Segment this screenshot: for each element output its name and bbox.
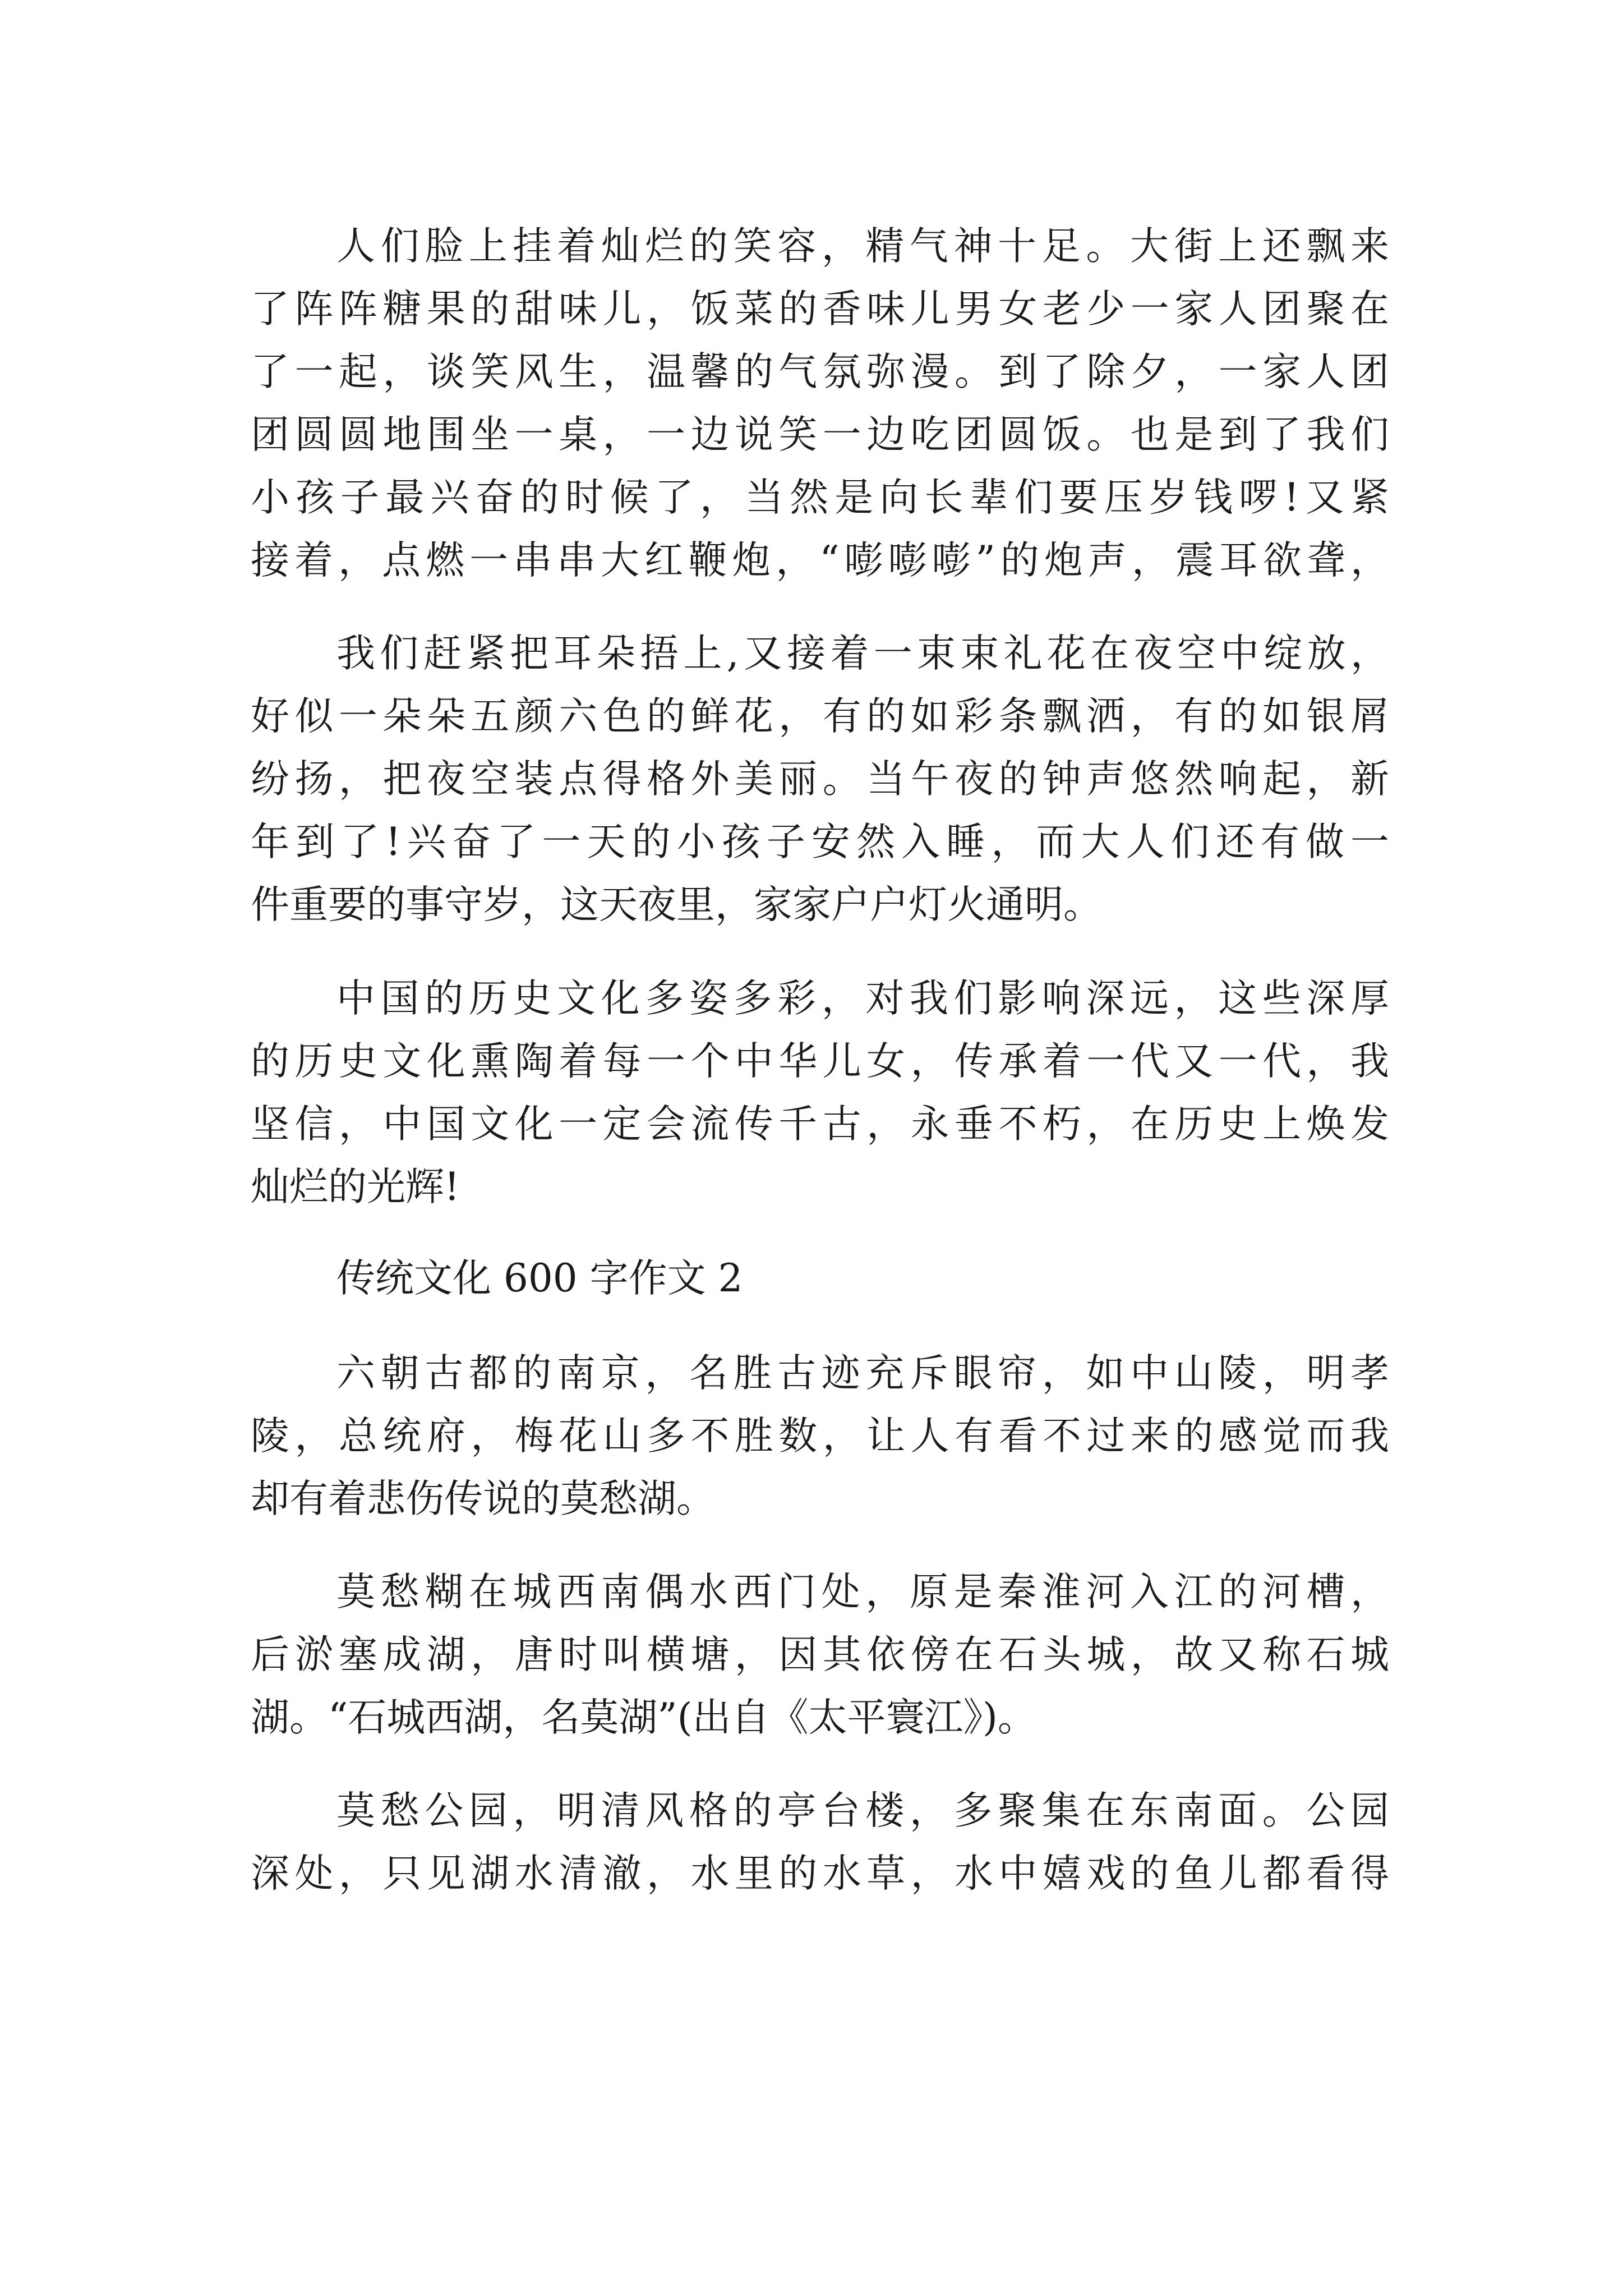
text-line: 陵，总统府，梅花山多不胜数，让人有看不过来的感觉而我: [251, 1414, 1389, 1458]
text-line: 纷扬，把夜空装点得格外美丽。当午夜的钟声悠然响起，新: [251, 757, 1389, 802]
text-line: 莫愁糊在城西南偶水西门处，原是秦淮河入江的河槽，: [336, 1570, 1389, 1614]
text-line: 人们脸上挂着灿烂的笑容，精气神十足。大街上还飘来: [336, 224, 1389, 269]
text-line: 小孩子最兴奋的时候了，当然是向长辈们要压岁钱啰!又紧: [251, 475, 1389, 520]
text-line: 莫愁公园，明清风格的亭台楼，多聚集在东南面。公园: [336, 1788, 1389, 1833]
text-line: 我们赶紧把耳朵捂上,又接着一束束礼花在夜空中绽放，: [336, 631, 1389, 676]
text-line: 件重要的事守岁，这天夜里，家家户户灯火通明。: [251, 882, 1102, 927]
text-line: 了一起，谈笑风生，温馨的气氛弥漫。到了除夕，一家人团: [251, 349, 1389, 394]
text-line: 灿烂的光辉!: [251, 1165, 460, 1209]
text-line: 湖。“石城西湖，名莫湖”(出自《太平寰江》)。: [251, 1695, 1036, 1740]
text-line: 的历史文化熏陶着每一个中华儿女，传承着一代又一代，我: [251, 1039, 1389, 1084]
text-line: 团圆圆地围坐一桌，一边说笑一边吃团圆饭。也是到了我们: [251, 412, 1389, 457]
text-line: 深处，只见湖水清澈，水里的水草，水中嬉戏的鱼儿都看得: [251, 1851, 1389, 1896]
text-line: 了阵阵糖果的甜味儿，饭菜的香味儿男女老少一家人团聚在: [251, 287, 1389, 332]
text-line: 年到了!兴奋了一天的小孩子安然入睡，而大人们还有做一: [251, 820, 1389, 864]
section-heading: 传统文化 600 字作文 2: [336, 1256, 743, 1301]
text-line: 六朝古都的南京，名胜古迹充斥眼帘，如中山陵，明孝: [336, 1351, 1389, 1396]
text-line: 却有着悲伤传说的莫愁湖。: [251, 1476, 715, 1521]
text-line: 后淤塞成湖，唐时叫横塘，因其依傍在石头城，故又称石城: [251, 1632, 1389, 1677]
text-line: 接着，点燃一串串大红鞭炮，“嘭嘭嘭”的炮声，震耳欲聋，: [251, 538, 1389, 583]
text-line: 中国的历史文化多姿多彩，对我们影响深远，这些深厚: [336, 976, 1389, 1021]
text-line: 好似一朵朵五颜六色的鲜花，有的如彩条飘洒，有的如银屑: [251, 694, 1389, 739]
text-line: 坚信，中国文化一定会流传千古，永垂不朽，在历史上焕发: [251, 1102, 1389, 1147]
